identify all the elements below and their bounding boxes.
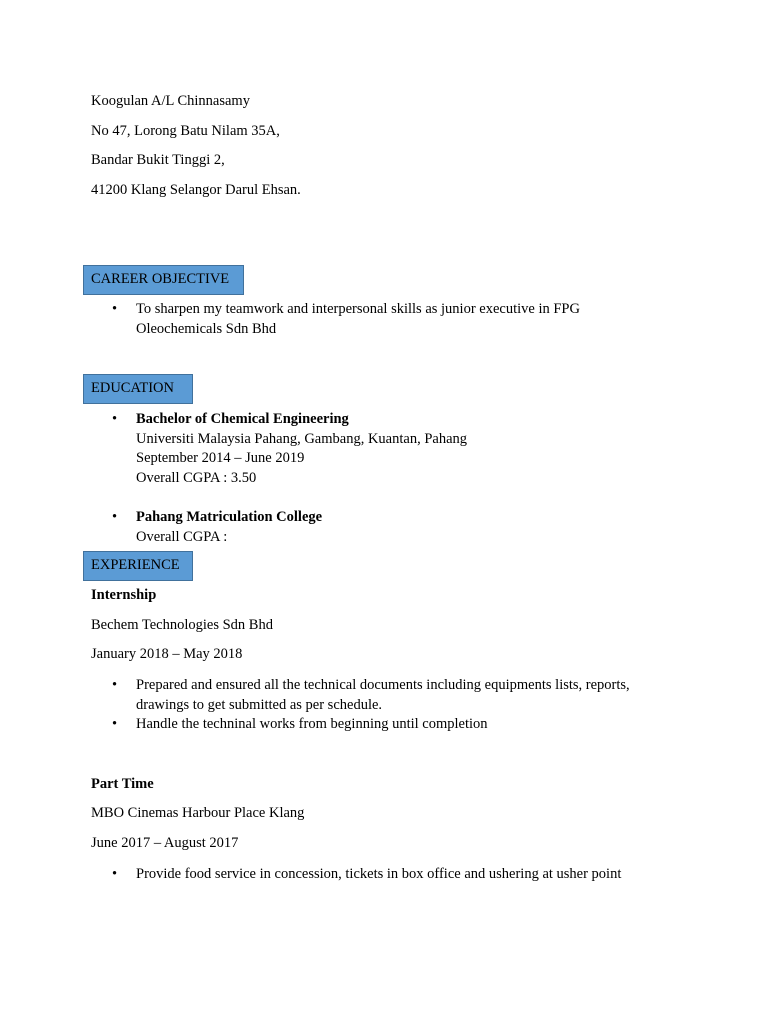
education-degree-title: Bachelor of Chemical Engineering: [136, 411, 349, 427]
career-objective-heading: CAREER OBJECTIVE: [83, 265, 244, 295]
job-period: June 2017 – August 2017: [91, 835, 239, 851]
job-period: January 2018 – May 2018: [91, 646, 243, 662]
job-duty: Handle the techninal works from beginning until completion: [136, 716, 488, 732]
education-cgpa: Overall CGPA :: [136, 528, 228, 545]
address-line-3: 41200 Klang Selangor Darul Ehsan.: [91, 182, 301, 198]
education-heading: EDUCATION: [83, 374, 193, 404]
education-cgpa: Overall CGPA : 3.50: [136, 469, 257, 486]
address-line-2: Bandar Bukit Tinggi 2,: [91, 152, 225, 168]
address-line-1: No 47, Lorong Batu Nilam 35A,: [91, 123, 280, 139]
job-type: Internship: [91, 587, 157, 603]
job-duty: Prepared and ensured all the technical documents including equipments lists, reports, drawings to get submitted as per schedule.: [136, 677, 630, 713]
job-company: Bechem Technologies Sdn Bhd: [91, 617, 273, 633]
bullet-icon: •: [112, 677, 118, 693]
bullet-icon: •: [112, 301, 118, 317]
education-college-title: Pahang Matriculation College: [136, 509, 323, 525]
experience-heading: EXPERIENCE: [83, 551, 193, 581]
applicant-name: Koogulan A/L Chinnasamy: [91, 93, 250, 109]
job-company: MBO Cinemas Harbour Place Klang: [91, 805, 305, 821]
education-institution: Universiti Malaysia Pahang, Gambang, Kuantan, Pahang: [136, 430, 468, 447]
job-duty: Provide food service in concession, tickets in box office and ushering at usher point: [136, 866, 622, 882]
job-type: Part Time: [91, 776, 154, 792]
career-objective-text: To sharpen my teamwork and interpersonal skills as junior executive in FPG Oleochemicals Sdn Bhd: [136, 301, 580, 337]
education-period: September 2014 – June 2019: [136, 450, 305, 466]
education-entry: [136, 410, 666, 488]
bullet-icon: •: [112, 509, 118, 525]
bullet-icon: •: [112, 716, 118, 732]
bullet-icon: •: [112, 866, 118, 882]
education-entry: [136, 508, 666, 547]
bullet-icon: •: [112, 411, 118, 427]
